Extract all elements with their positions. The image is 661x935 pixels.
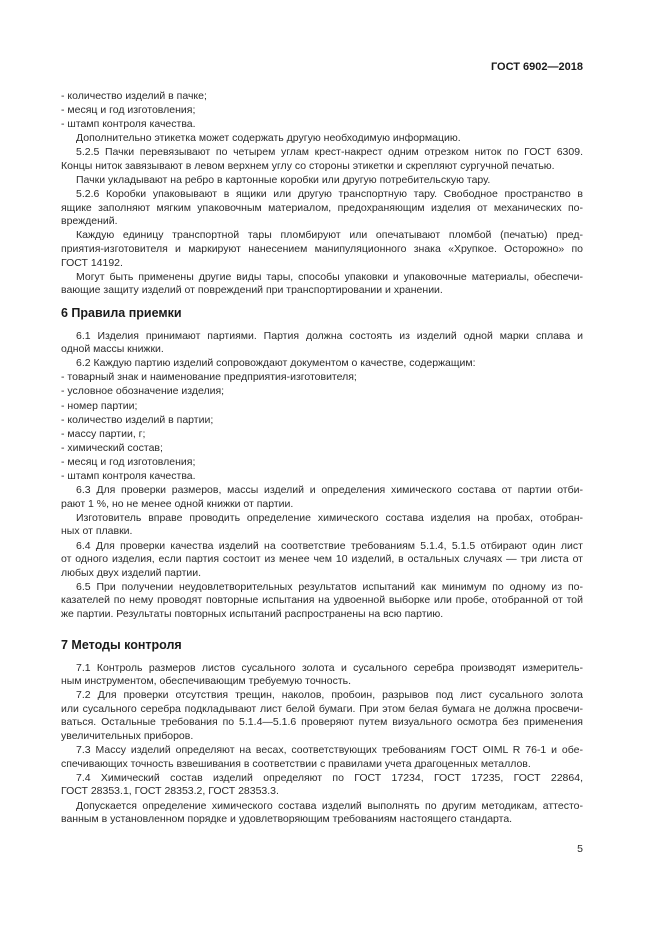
text-line: - количество изделий в пачке; (61, 90, 207, 102)
paragraph (61, 188, 583, 229)
packaging-section (61, 90, 583, 298)
text-line: или сусального серебра подкладывают лист белой бумаги. При этом белая бумага не должна просвечи- (61, 702, 583, 715)
text-line: 7.4 Химический состав изделий определяют по ГОСТ 17234, ГОСТ 17235, ГОСТ 22864, (76, 771, 583, 784)
text-line: 5.2.5 Пачки перевязывают по четырем углам крест-накрест одним отрезком ниток по ГОСТ 6309. (76, 146, 583, 159)
text-line: же партии. Результаты повторных испытаний распространены на всю партию. (61, 607, 444, 620)
text-line: 6.4 Для проверки качества изделий на соответствие требованиям 5.1.4, 5.1.5 отбирают один лист (76, 539, 583, 552)
text-line: Могут быть применены другие виды тары, способы упаковки и упаковочные материалы, обеспечи- (76, 270, 583, 283)
text-line: Допускается определение химического состава изделий выполнять по другим методикам, аттесто- (76, 799, 583, 812)
paragraph (61, 357, 583, 371)
text-line: - количество изделий в партии; (61, 413, 214, 426)
list-item (61, 414, 583, 428)
text-line: ящике заполняют мягким упаковочным материалом, предохраняющим изделия от механических по- (61, 201, 583, 214)
text-line: ГОСТ 14192. (61, 256, 123, 269)
text-line: Дополнительно этикетка может содержать другую необходимую информацию. (76, 132, 461, 145)
paragraph (61, 330, 583, 357)
text-line: ным инструментом, обеспечивающим требуемую точность. (61, 675, 352, 688)
paragraph (61, 744, 583, 771)
text-line: Изготовитель вправе проводить определение химического состава изделия на пробах, отобран- (76, 511, 583, 524)
text-line: Концы ниток завязывают в левом верхнем углу со стороны этикетки и скрепляют сургучной печатью. (61, 159, 555, 172)
list-item (61, 371, 583, 385)
list-item (61, 118, 583, 132)
text-line: одной массы книжки. (61, 343, 164, 356)
text-line: приятия-изготовителя и маркируют нанесением манипуляционного знака «Хрупкое. Осторожно» по (61, 243, 583, 256)
paragraph (61, 512, 583, 539)
text-line: - месяц и год изготовления; (61, 455, 196, 468)
text-line: 6.5 При получении неудовлетворительных результатов испытаний как минимум по одному из по- (76, 580, 583, 593)
text-line: 7.2 Для проверки отсутствия трещин, наколов, пробоин, разрывов под лист сусального золота (76, 689, 583, 702)
page-number: 5 (577, 843, 583, 855)
list-item (61, 428, 583, 442)
text-line: 5.2.6 Коробки упаковывают в ящики или другую транспортную тару. Свободное пространство в (76, 188, 583, 201)
text-line: спечивающих точность взвешивания в соответствии с правилами учета драгоценных металлов. (61, 757, 531, 770)
paragraph (61, 174, 583, 188)
list-item (61, 104, 583, 118)
list-item (61, 470, 583, 484)
text-line: 6.1 Изделия принимают партиями. Партия должна состоять из изделий одной марки сплава и (76, 329, 583, 342)
text-line: - номер партии; (61, 399, 138, 412)
text-line: 7.3 Массу изделий определяют на весах, соответствующих требованиям ГОСТ OIML R 76-1 и обе- (76, 744, 583, 757)
control-methods-section (61, 639, 583, 827)
text-line: вреждений. (61, 215, 118, 228)
paragraph (61, 132, 583, 146)
list-item (61, 442, 583, 456)
text-line: Пачки укладывают на ребро в картонные коробки или другую потребительскую тару. (76, 174, 491, 187)
text-line: ГОСТ 28353.1, ГОСТ 28353.2, ГОСТ 28353.3. (61, 785, 279, 798)
text-line: Каждую единицу транспортной тары пломбируют или опечатывают пломбой (печатью) пред- (76, 229, 583, 242)
text-line: - штамп контроля качества. (61, 118, 196, 131)
paragraph (61, 484, 583, 511)
paragraph (61, 540, 583, 581)
text-line: 7.1 Контроль размеров листов сусального золота и сусального серебра производят измеритель- (76, 661, 583, 674)
text-line: ванным в установленном порядке и удовлетворяющим требованиям настоящего стандарта. (61, 813, 513, 826)
list-item (61, 456, 583, 470)
paragraph (61, 772, 583, 799)
text-line: - химический состав; (61, 441, 163, 454)
paragraph (61, 229, 583, 270)
text-line: - условное обозначение изделия; (61, 385, 225, 398)
text-line: любых двух изделий партии. (61, 566, 202, 579)
text-line: увеличительных приборов. (61, 730, 194, 743)
list-item (61, 385, 583, 399)
acceptance-rules-section (61, 307, 583, 622)
text-line: - месяц и год изготовления; (61, 104, 196, 117)
text-line: рают 1 %, но не менее одной книжки от партии. (61, 497, 294, 510)
paragraph (61, 146, 583, 173)
text-line: вающие защиту изделий от повреждений при транспортировании и хранении. (61, 284, 443, 297)
text-line: от одного изделия, если партия состоит из менее чем 10 изделий, в остальных случаях — три листа от (61, 553, 583, 566)
paragraph (61, 800, 583, 827)
text-line: - товарный знак и наименование предприятия-изготовителя; (61, 371, 357, 384)
text-line: 6.3 Для проверки размеров, массы изделий и определения химического состава от партии отби- (76, 484, 583, 497)
text-line: 6.2 Каждую партию изделий сопровождают документом о качестве, содержащим: (76, 357, 476, 370)
document-designation: ГОСТ 6902—2018 (490, 61, 583, 73)
text-line: казателей по нему проводят повторные испытания на удвоенной выборке или пробе, отобранной от той (61, 594, 583, 607)
list-item (61, 90, 583, 104)
paragraph (61, 662, 583, 689)
text-line: ваться. Остальные требования по 5.1.4—5.1.6 проверяют путем визуального осмотра без применения (61, 716, 583, 729)
text-line: - массу партии, г; (61, 427, 146, 440)
text-line: - штамп контроля качества. (61, 470, 196, 483)
section-heading: 6 Правила приемки (61, 306, 182, 320)
list-item (61, 400, 583, 414)
section-heading: 7 Методы контроля (61, 638, 182, 652)
paragraph (61, 581, 583, 622)
paragraph (61, 271, 583, 298)
paragraph (61, 689, 583, 743)
text-line: ных от плавки. (61, 525, 133, 538)
